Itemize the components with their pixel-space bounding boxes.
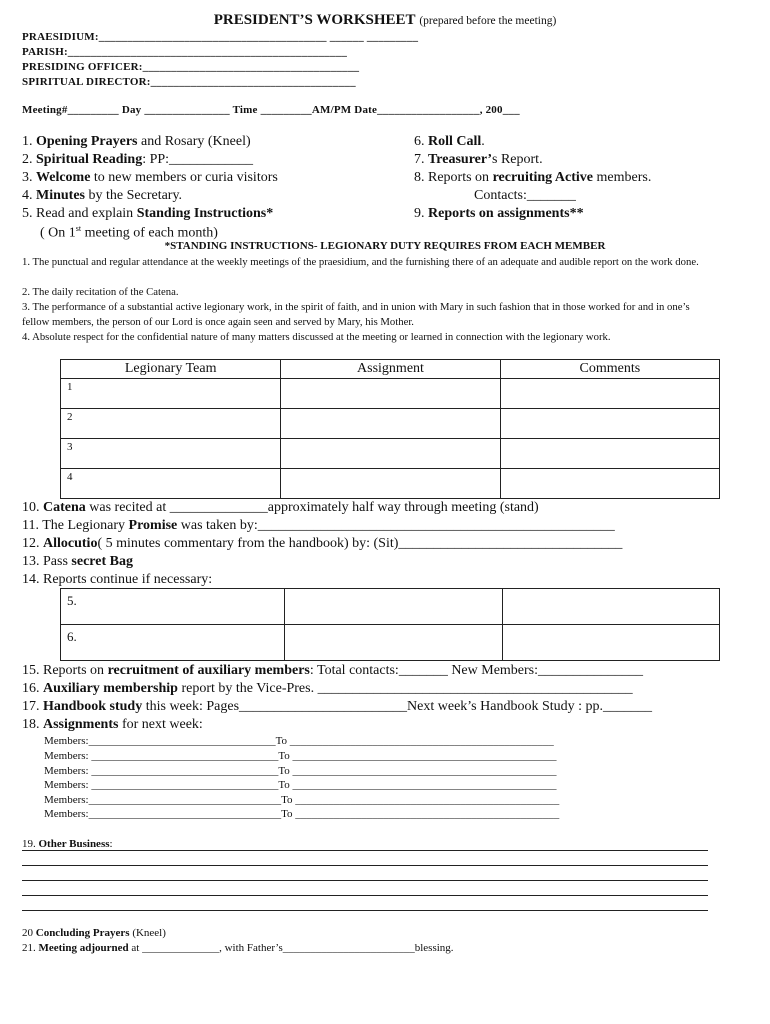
team-cell[interactable]: 3 bbox=[61, 439, 281, 469]
praesidium-field[interactable]: PRAESIDIUM:________________________________________ ______ _________ bbox=[22, 31, 419, 43]
agenda-item-15: 15. Reports on recruitment of auxiliary members: Total contacts:_______ New Members:_______________ bbox=[22, 663, 644, 678]
team-cell[interactable]: 5. bbox=[61, 589, 285, 625]
title-text: PRESIDENT’S WORKSHEET bbox=[213, 12, 416, 28]
agenda-item-20: 20 Concluding Prayers (Kneel) bbox=[22, 927, 166, 939]
agenda-item-7: 7. Treasurer’s Report. bbox=[414, 152, 543, 167]
table-row bbox=[61, 469, 720, 499]
agenda-item-1: 1. Opening Prayers and Rosary (Kneel) bbox=[22, 134, 251, 149]
assignment-cell[interactable] bbox=[281, 439, 500, 469]
team-cell[interactable]: 6. bbox=[61, 625, 285, 661]
spiritual-director-field[interactable]: SPIRITUAL DIRECTOR:____________________________________ bbox=[22, 76, 356, 88]
assignment-cell[interactable] bbox=[281, 469, 500, 499]
members-field[interactable]: Members: __________________________________To ________________________________________________ bbox=[44, 765, 557, 777]
other-business-line[interactable] bbox=[22, 910, 708, 911]
other-business-line[interactable] bbox=[22, 895, 708, 896]
table-row bbox=[61, 439, 720, 469]
agenda-item-3: 3. Welcome to new members or curia visitors bbox=[22, 170, 278, 185]
agenda-item-10: 10. Catena was recited at ______________approximately half way through meeting (stand) bbox=[22, 500, 539, 515]
team-cell[interactable]: 4 bbox=[61, 469, 281, 499]
agenda-item-2: 2. Spiritual Reading: PP:____________ bbox=[22, 152, 254, 167]
assignment-cell[interactable] bbox=[281, 409, 500, 439]
column-header-comments: Comments bbox=[500, 360, 719, 379]
meeting-details-field[interactable]: Meeting#_________ Day _______________ Time _________AM/PM Date__________________, 200___ bbox=[22, 104, 520, 116]
agenda-item-8: 8. Reports on recruiting Active members. bbox=[414, 170, 652, 185]
comments-cell[interactable] bbox=[500, 409, 719, 439]
assignment-cell[interactable] bbox=[285, 625, 502, 661]
continue-reports-table bbox=[60, 588, 720, 661]
comments-cell[interactable] bbox=[502, 589, 719, 625]
members-field[interactable]: Members:__________________________________To ________________________________________________ bbox=[44, 735, 554, 747]
contacts-field[interactable]: Contacts:_______ bbox=[474, 188, 576, 203]
table-row bbox=[61, 379, 720, 409]
team-cell[interactable]: 1 bbox=[61, 379, 281, 409]
comments-cell[interactable] bbox=[502, 625, 719, 661]
title-subtitle: (prepared before the meeting) bbox=[419, 15, 557, 27]
standing-instruction-3: 3. The performance of a substantial active legionary work, in the spirit of faith, and in union with Mary in such fashion that in those worked for and in one’s fellow members, the person of our Lord is once again seen and served by Mary, his Mother. bbox=[22, 301, 690, 328]
assignment-cell[interactable] bbox=[281, 379, 500, 409]
column-header-team: Legionary Team bbox=[61, 360, 281, 379]
table-row bbox=[61, 409, 720, 439]
standing-instruction-1: 1. The punctual and regular attendance at the weekly meetings of the praesidium, and the furnishing there of an adequate and audible report on the work done. bbox=[22, 256, 699, 268]
members-field[interactable]: Members:___________________________________To ________________________________________________ bbox=[44, 808, 560, 820]
presiding-officer-field[interactable]: PRESIDING OFFICER:______________________________________ bbox=[22, 61, 360, 73]
comments-cell[interactable] bbox=[500, 379, 719, 409]
agenda-item-5-note: ( On 1st meeting of each month) bbox=[40, 224, 218, 241]
assignment-cell[interactable] bbox=[285, 589, 502, 625]
agenda-item-9: 9. Reports on assignments** bbox=[414, 206, 584, 221]
table-row bbox=[61, 625, 720, 661]
column-header-assignment: Assignment bbox=[281, 360, 500, 379]
agenda-item-17: 17. Handbook study this week: Pages________________________Next week’s Handbook Study : pp._______ bbox=[22, 699, 653, 714]
agenda-item-16: 16. Auxiliary membership report by the Vice-Pres. _____________________________________________ bbox=[22, 681, 633, 696]
parish-field[interactable]: PARISH:_________________________________________________ bbox=[22, 46, 348, 58]
legionary-team-table bbox=[60, 359, 720, 499]
table-row bbox=[61, 589, 720, 625]
standing-instruction-2: 2. The daily recitation of the Catena. bbox=[22, 286, 179, 298]
agenda-item-5: 5. Read and explain Standing Instructions* bbox=[22, 206, 274, 221]
team-cell[interactable]: 2 bbox=[61, 409, 281, 439]
agenda-item-12: 12. Allocutio( 5 minutes commentary from the handbook) by: (Sit)________________________________ bbox=[22, 536, 623, 551]
agenda-item-18: 18. Assignments for next week: bbox=[22, 717, 203, 732]
other-business-line[interactable] bbox=[22, 865, 708, 866]
members-field[interactable]: Members: __________________________________To ________________________________________________ bbox=[44, 750, 557, 762]
comments-cell[interactable] bbox=[500, 439, 719, 469]
standing-instruction-4: 4. Absolute respect for the confidential nature of many matters discussed at the meeting or learned in connection with the legionary work. bbox=[22, 331, 611, 343]
agenda-item-14: 14. Reports continue if necessary: bbox=[22, 572, 213, 587]
standing-instructions-title: *STANDING INSTRUCTIONS- LEGIONARY DUTY REQUIRES FROM EACH MEMBER bbox=[164, 240, 606, 252]
members-field[interactable]: Members:___________________________________To ________________________________________________ bbox=[44, 794, 560, 806]
other-business-line[interactable] bbox=[22, 880, 708, 881]
other-business-line[interactable] bbox=[22, 850, 708, 851]
agenda-item-21: 21. Meeting adjourned at ______________, with Father’s________________________blessing. bbox=[22, 942, 454, 954]
comments-cell[interactable] bbox=[500, 469, 719, 499]
agenda-item-13: 13. Pass secret Bag bbox=[22, 554, 133, 569]
agenda-item-4: 4. Minutes by the Secretary. bbox=[22, 188, 183, 203]
agenda-item-11: 11. The Legionary Promise was taken by:___________________________________________________ bbox=[22, 518, 615, 533]
page-title bbox=[0, 12, 770, 29]
agenda-item-6: 6. Roll Call. bbox=[414, 134, 485, 149]
members-field[interactable]: Members: __________________________________To ________________________________________________ bbox=[44, 779, 557, 791]
agenda-item-19: 19. Other Business: bbox=[22, 838, 113, 850]
